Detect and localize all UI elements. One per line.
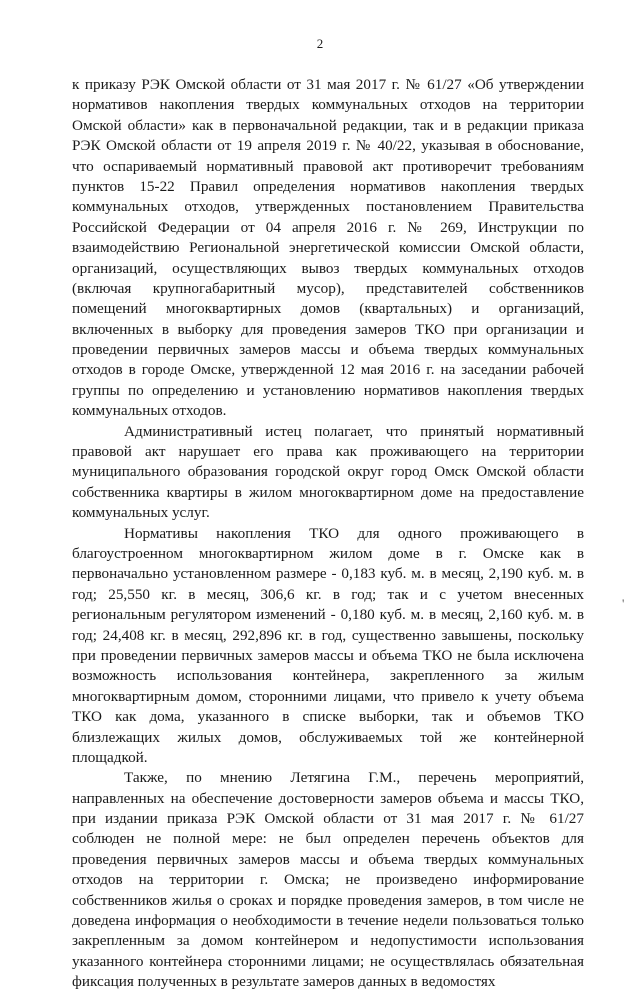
text-line: коммунальных услуг. — [72, 504, 210, 522]
page-number: 2 — [316, 36, 324, 51]
text-line: проведении первичных замеров массы и объема твердых коммунальных — [72, 341, 584, 359]
paragraph — [72, 768, 584, 992]
text-line: (включая крупногабаритный мусор), представителей собственников — [72, 279, 584, 297]
text-line: правовой акт нарушает его права как проживающего на территории — [72, 443, 584, 461]
text-line: близлежащих жилых домов, обслуживаемых той же контейнерной — [72, 728, 584, 746]
text-line: организаций, осуществляющих вывоз твердых коммунальных отходов — [72, 259, 584, 277]
text-line: год; 25,550 кг. в месяц, 306,6 кг. в год; так и с учетом внесенных — [72, 585, 584, 603]
text-line: фиксация полученных в результате замеров данных в ведомостях — [72, 973, 496, 991]
text-line: к приказу РЭК Омской области от 31 мая 2017 г. № 61/27 «Об утверждении — [72, 76, 584, 93]
text-line: закрепленным за домом контейнером и недопустимости использования — [72, 932, 584, 950]
text-line: направленных на обеспечение достоверности замеров объема и массы ТКО, — [72, 789, 584, 807]
text-line: РЭК Омской области от 19 апреля 2019 г. № 40/22, указывая в обоснование, — [72, 137, 584, 155]
text-line: многоквартирным домом, сторонними лицами, что привело к учету объема — [72, 687, 584, 705]
text-line: включенных в выборку для проведения замеров ТКО при организации и — [72, 320, 584, 338]
text-line: Нормативы накопления ТКО для одного проживающего в — [124, 524, 584, 542]
text-line: ТКО как дома, указанного в списке выборки, так и объемов ТКО — [72, 708, 584, 726]
text-line: коммунальных отходов, утвержденных постановлением Правительства — [72, 198, 584, 216]
text-line: Российской Федерации от 04 апреля 2016 г. № 269, Инструкции по — [72, 218, 584, 236]
text-line: доведена информация о необходимости в течение недели пользоваться только — [72, 912, 584, 930]
text-line: площадкой. — [72, 748, 148, 766]
text-line: собственников жилья о сроках и порядке проведения замеров, в том числе не — [72, 891, 584, 909]
text-line: взаимодействию Региональной энергетической комиссии Омской области, — [72, 239, 584, 257]
paragraph — [72, 75, 584, 422]
text-line: при издании приказа РЭК Омской области от 31 мая 2017 г. № 61/27 — [72, 810, 584, 828]
paragraph — [72, 524, 584, 769]
text-line: год; 24,408 кг. в месяц, 292,896 кг. в год, существенно завышены, поскольку — [72, 626, 584, 644]
text-line: Омской области» как в первоначальной редакции, так и в редакции приказа — [72, 116, 584, 134]
margin-mark: ' — [622, 596, 625, 611]
text-line: пунктов 15-22 Правил определения нормативов накопления твердых — [72, 177, 584, 195]
text-line: проведения первичных замеров массы и объема твердых коммунальных — [72, 850, 584, 868]
text-line: при проведении первичных замеров массы и объема ТКО не была исключена — [72, 646, 584, 664]
text-line: отходов в городе Омске, утвержденной 12 мая 2016 г. на заседании рабочей — [72, 361, 584, 379]
paragraph — [72, 422, 584, 524]
text-line: указанного контейнера сторонними лицами; не осуществлялась обязательная — [72, 952, 584, 970]
document-body — [72, 75, 584, 993]
text-line: что оспариваемый нормативный правовой акт противоречит требованиям — [72, 157, 584, 175]
text-line: отходов на территории г. Омска; не произведено информирование — [72, 871, 584, 889]
text-line: благоустроенном многоквартирном жилом доме в г. Омске как в — [72, 544, 584, 562]
text-line: Также, по мнению Летягина Г.М., перечень мероприятий, — [124, 769, 584, 787]
text-line: коммунальных отходов. — [72, 402, 227, 420]
text-line: региональным регулятором изменений - 0,180 куб. м. в месяц, 2,160 куб. м. в — [72, 606, 584, 624]
text-line: нормативов накопления твердых коммунальных отходов на территории — [72, 96, 584, 114]
text-line: Административный истец полагает, что принятый нормативный — [124, 422, 584, 440]
text-line: собственника квартиры в жилом многоквартирном доме на предоставление — [72, 483, 584, 501]
text-line: муниципального образования городской округ город Омск Омской области — [72, 463, 584, 481]
text-line: возможность использования контейнера, закрепленного за жилым — [72, 667, 584, 685]
text-line: помещений многоквартирных домов (квартальных) и организаций, — [72, 300, 584, 318]
text-line: группы по определению и установлению нормативов накопления твердых — [72, 381, 584, 399]
text-line: первоначально установленном размере - 0,183 куб. м. в месяц, 2,190 куб. м. в — [72, 565, 584, 583]
text-line: соблюден не полной мере: не был определен перечень объектов для — [72, 830, 584, 848]
